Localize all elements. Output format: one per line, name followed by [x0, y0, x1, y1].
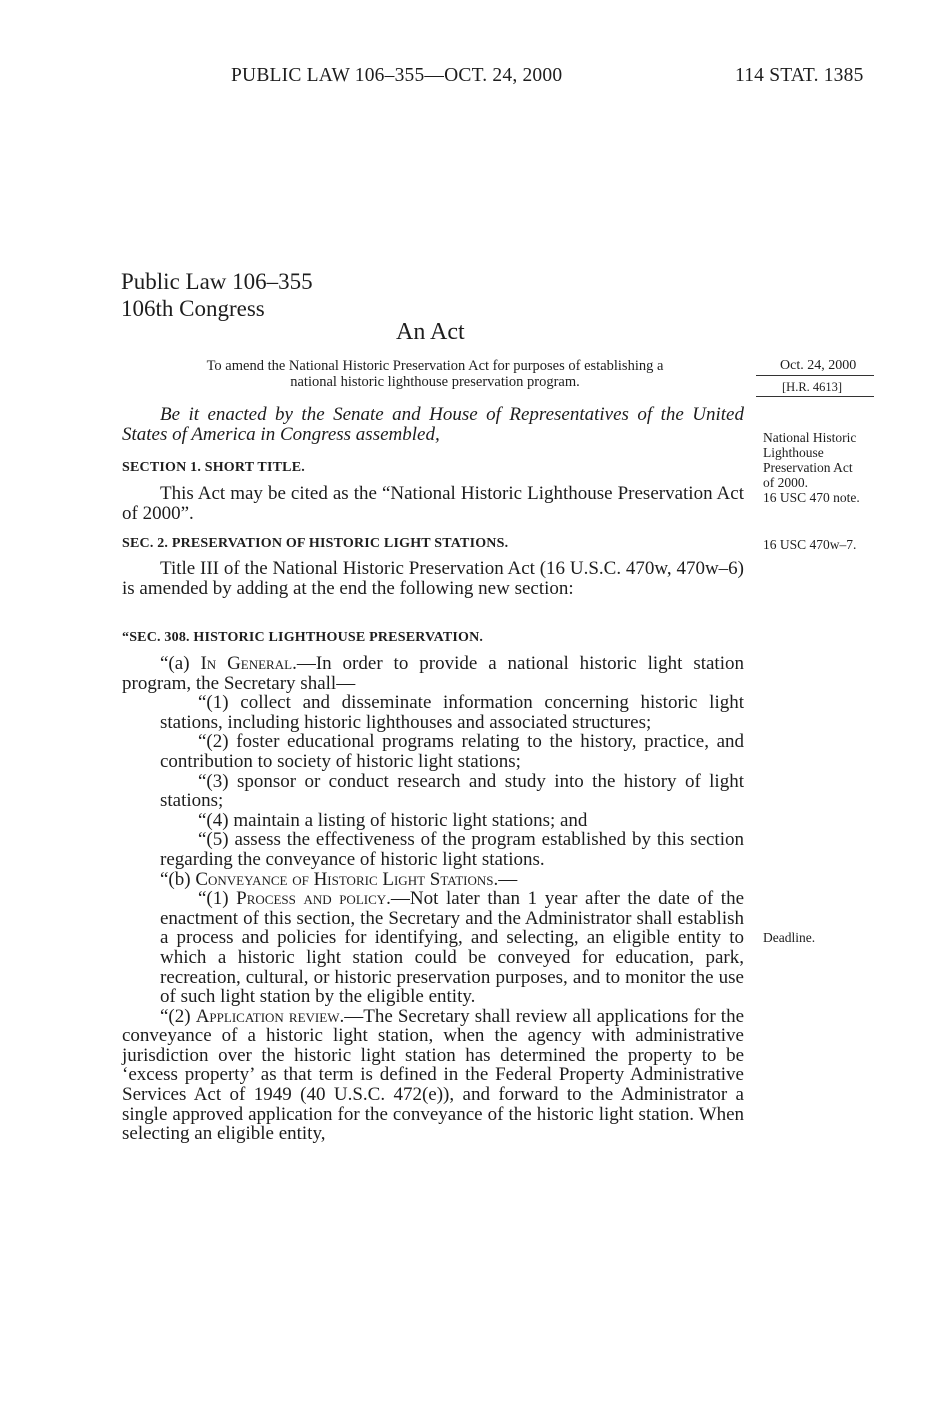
subsection-b-caption: Conveyance of Historic Light Stations: [195, 868, 494, 890]
section-308-body: [122, 654, 744, 1144]
subsection-b-dash: .—: [493, 868, 518, 890]
subsection-b: [122, 870, 744, 890]
enacting-clause-text: Be it enacted by the Senate and House of Representatives of the United States of America in Congress assembled,: [122, 404, 744, 445]
margin-usc-note-2: 16 USC 470w–7.: [763, 537, 857, 552]
paragraph-b2-text: .—The Secretary shall review all applications for the conveyance of a historic light station, when the agency with administrative jurisdiction over the historic light station has determined the property to be ‘excess property’ as that term is defined in the Federal Property Administrative Services Act of 1949 (40 U.S.C. 472(e)), and forward to the Administrator a single approved application for the conveyance of the historic light station. When selecting an eligible entity,: [122, 1005, 744, 1145]
subsection-a-caption: In General: [200, 653, 293, 674]
margin-date: Oct. 24, 2000: [780, 358, 857, 373]
purpose-statement: [140, 358, 730, 390]
margin-note-line: Lighthouse: [763, 445, 824, 460]
subsection-a-text: .—In order to provide a national historic light station program, the Secretary shall—: [122, 653, 744, 694]
section-2-heading: SEC. 2. PRESERVATION OF HISTORIC LIGHT STATIONS.: [122, 536, 509, 551]
paragraph-a2: “(2) foster educational programs relating to the history, practice, and contribution to society of historic light stations;: [160, 731, 744, 772]
paragraph-b1-caption: Process and policy: [236, 888, 387, 910]
congress: 106th Congress: [121, 296, 265, 321]
section-1-body: [122, 484, 744, 523]
paragraph-b1: [122, 889, 744, 1007]
paragraph-b1-text: .—Not later than 1 year after the date of the enactment of this section, the Secretary and the Administrator shall establish a process and policies for identifying, and selecting, an eligible entity to which a historic light station could be conveyed for education, park, recreation, cultural, or historic preservation purposes, and to monitor the use of such light station by the eligible entity.: [160, 888, 744, 1008]
section-308-heading: “SEC. 308. HISTORIC LIGHTHOUSE PRESERVATION.: [122, 630, 484, 645]
section-1-text: This Act may be cited as the “National Historic Lighthouse Preservation Act of 2000”.: [122, 483, 744, 524]
act-title: An Act: [396, 319, 465, 345]
margin-bill-number: [H.R. 4613]: [782, 380, 843, 394]
paragraph-a5: “(5) assess the effectiveness of the program established by this section regarding the conveyance of historic light stations.: [160, 829, 744, 870]
paragraph-b1-lead: “(1): [198, 888, 237, 910]
subsection-b-lead: “(b): [160, 868, 196, 890]
margin-divider: [756, 375, 874, 376]
paragraph-b2: [122, 1007, 744, 1144]
margin-note-line: Preservation Act: [763, 460, 853, 475]
margin-short-title-note: [763, 430, 860, 505]
running-header-left: PUBLIC LAW 106–355—OCT. 24, 2000: [231, 65, 563, 86]
purpose-line-2: national historic lighthouse preservation program.: [290, 374, 580, 390]
margin-deadline-note: Deadline.: [763, 930, 816, 945]
section-2-text: Title III of the National Historic Preservation Act (16 U.S.C. 470w, 470w–6) is amended by adding at the end the following new section:: [122, 558, 744, 599]
subsection-a-lead: “(a): [160, 653, 201, 674]
purpose-line-1: To amend the National Historic Preservation Act for purposes of establishing a: [206, 358, 664, 374]
paragraph-a3: “(3) sponsor or conduct research and study into the history of light stations;: [160, 770, 744, 812]
margin-note-line: National Historic: [763, 430, 857, 445]
section-1-heading: SECTION 1. SHORT TITLE.: [122, 460, 305, 475]
subsection-a: [122, 654, 744, 693]
margin-note-line: of 2000.: [763, 475, 808, 490]
paragraph-a1: “(1) collect and disseminate information concerning historic light stations, including historic lighthouses and associated structures;: [160, 692, 744, 733]
section-2-body: [122, 559, 744, 598]
enacting-clause: [122, 405, 744, 444]
law-number: Public Law 106–355: [121, 269, 313, 294]
paragraph-b2-caption: Application review: [195, 1005, 340, 1027]
margin-usc-note-1: 16 USC 470 note.: [763, 490, 860, 505]
margin-divider-2: [756, 396, 874, 397]
paragraph-b2-lead: “(2): [160, 1005, 196, 1027]
paragraph-a4: “(4) maintain a listing of historic light stations; and: [198, 809, 588, 831]
running-header-page: 114 STAT. 1385: [735, 65, 864, 86]
